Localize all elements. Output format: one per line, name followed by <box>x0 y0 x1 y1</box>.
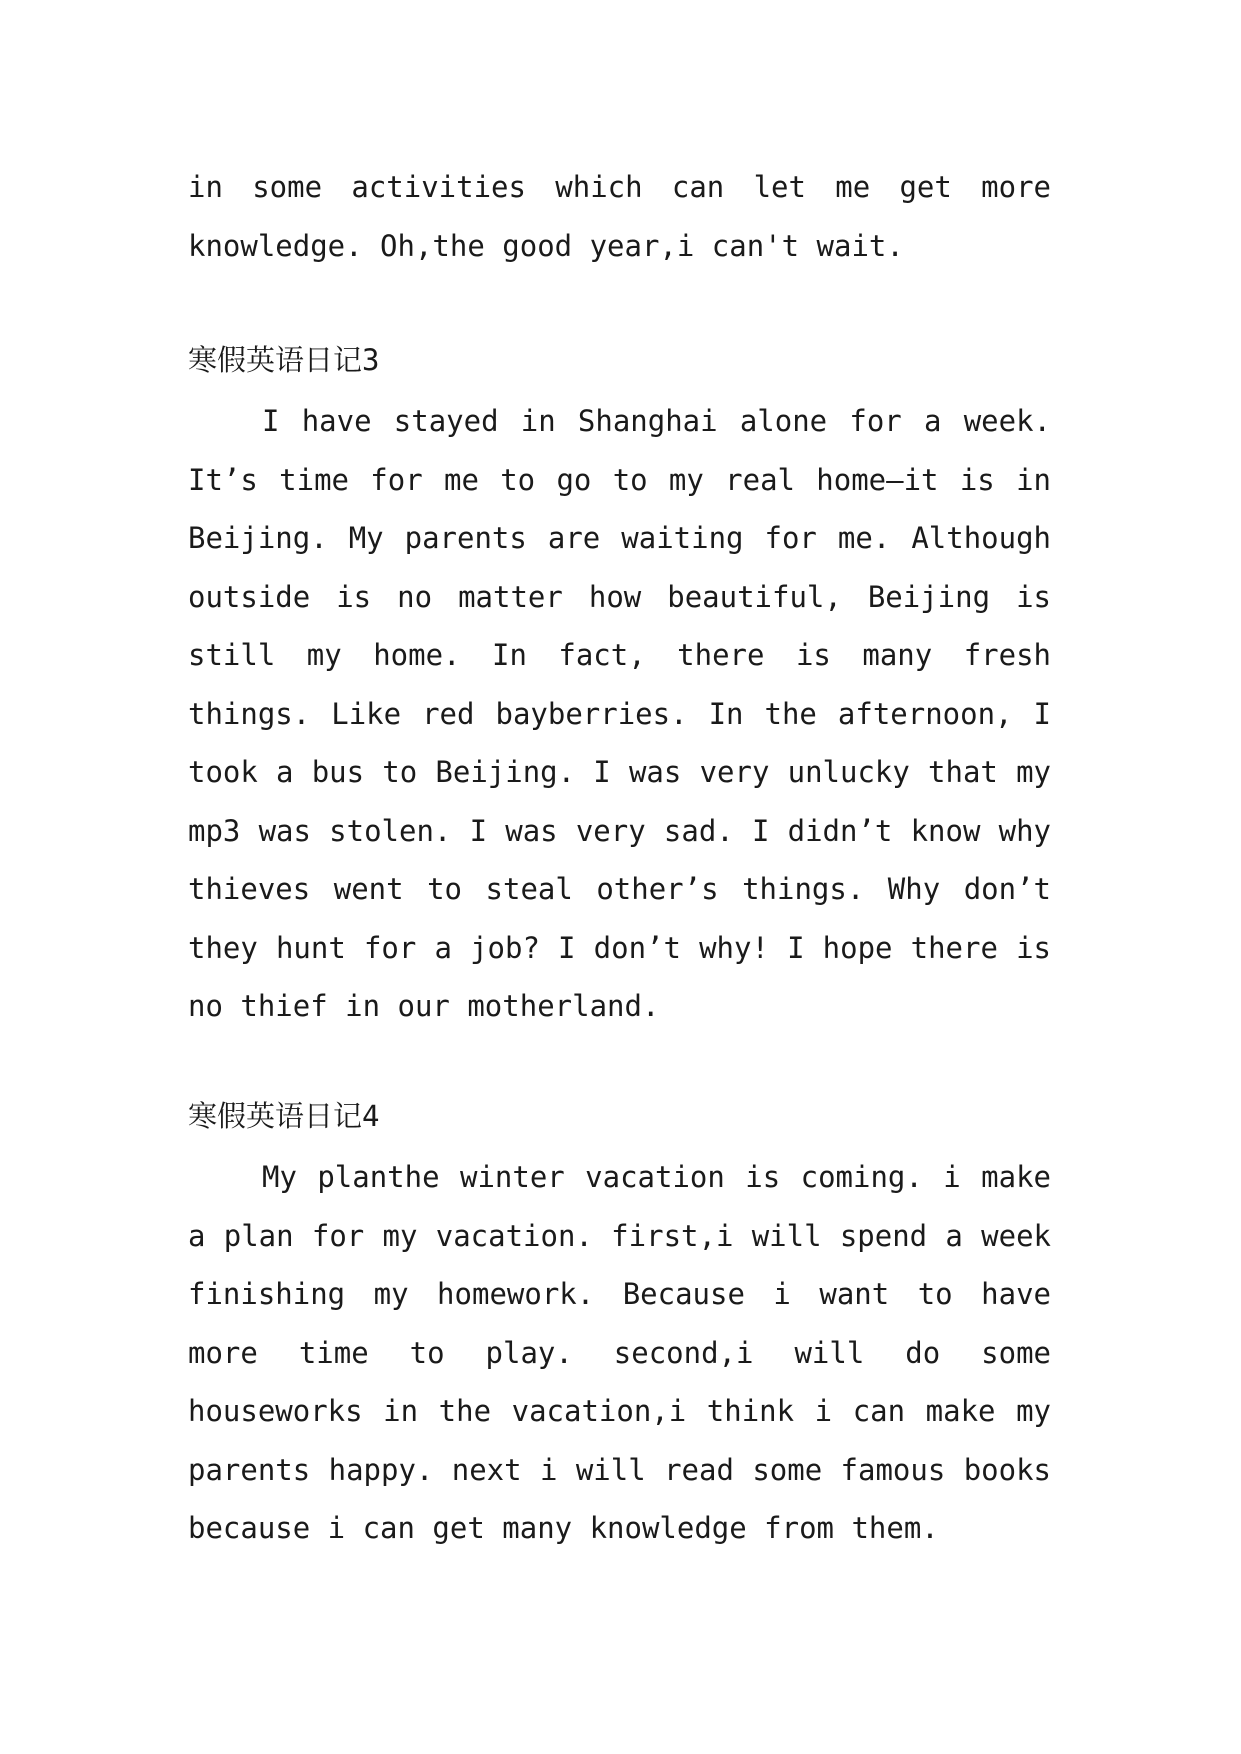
diary-4-paragraph: My planthe winter vacation is coming. i make a plan for my vacation. first,i will spend a week finishing my homework. Because i want to have more time to play. second,i will do some houseworks in the vacation,i think i can make my parents happy. next i will read some famous books because i can get many knowledge from them. <box>188 1160 1051 1545</box>
section-heading-diary-3: 寒假英语日记3 <box>188 343 380 377</box>
continued-paragraph: in some activities which can let me get more knowledge. Oh,the good year,i can't wait. <box>188 170 1051 263</box>
diary-3-paragraph: I have stayed in Shanghai alone for a week. It’s time for me to go to my real home—it is in Beijing. My parents are waiting for me. Although outside is no matter how beautiful, Beijing is still my home. In fact, there is many fresh things. Like red bayberries. In the afternoon, I took a bus to Beijing. I was very unlucky that my mp3 was stolen. I was very sad. I didn’t know why thieves went to steal other’s things. Why don’t they hunt for a job? I don’t why! I hope there is no thief in our motherland. <box>188 404 1051 1023</box>
section-heading-diary-4: 寒假英语日记4 <box>188 1099 380 1133</box>
